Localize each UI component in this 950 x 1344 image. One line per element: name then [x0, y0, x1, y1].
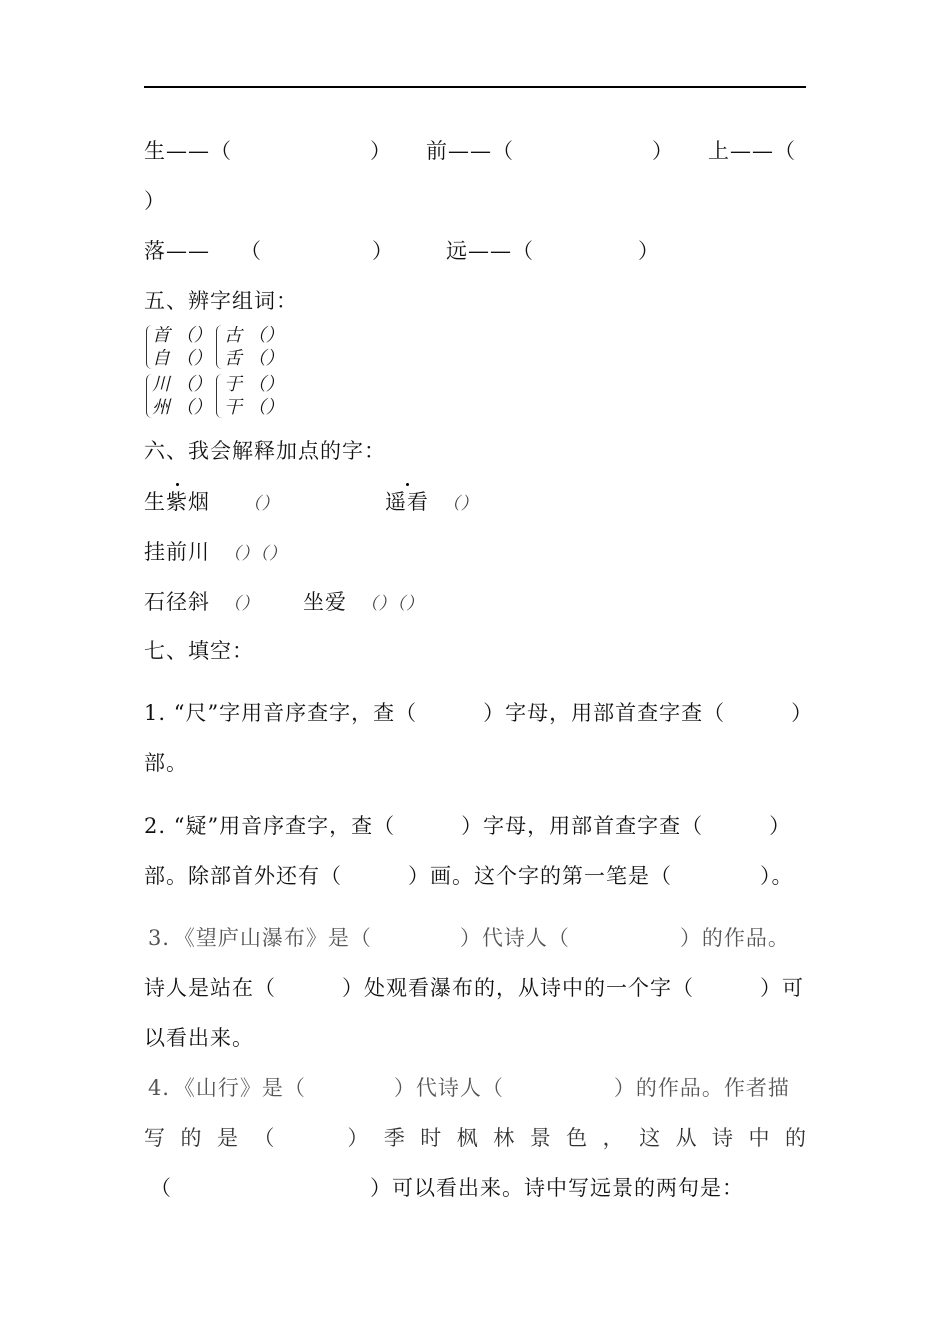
fill-item-4-line-1: 4．《山行》是（ ）代诗人（ ）的作品。作者描	[148, 1076, 790, 1100]
char: ）	[347, 1126, 369, 1150]
explain-item-4	[144, 589, 260, 617]
antonym-yuan: 远——（	[446, 239, 534, 263]
word: 遥看	[385, 490, 429, 514]
fill-item-1-line-2: 部。	[144, 751, 188, 775]
antonym-row-2	[144, 238, 660, 264]
fill-item-3-line-3: 以看出来。	[144, 1026, 254, 1050]
word: 坐爱	[303, 590, 347, 614]
blank: （）	[175, 348, 212, 369]
char: 季	[383, 1126, 405, 1150]
char: 景	[529, 1126, 551, 1150]
char: 自	[152, 348, 170, 369]
brace-2	[216, 325, 223, 369]
pair-3-a	[152, 374, 212, 396]
blank-close: ）	[370, 139, 392, 163]
char: 的	[180, 1126, 202, 1150]
blank: （）	[243, 494, 280, 514]
pair-2-a	[224, 325, 284, 347]
char: 州	[152, 397, 170, 418]
fill-item-4-line-3: （ ）可以看出来。诗中写远景的两句是：	[150, 1176, 744, 1200]
char: 中	[748, 1126, 770, 1150]
pair-3-b	[152, 397, 212, 419]
fill-item-2-line-2: 部。除部首外还有（ ）画。这个字的第一笔是（ ）。	[144, 864, 794, 888]
char: 诗	[712, 1126, 734, 1150]
char: 古	[224, 325, 242, 346]
char: 干	[224, 397, 242, 418]
antonym-luo: 落——	[144, 239, 210, 263]
char: 时	[420, 1126, 442, 1150]
antonym-row-1-wrap: ）	[144, 189, 166, 213]
pair-4-a	[224, 374, 284, 396]
blank: （）	[247, 374, 284, 395]
word: 挂前川	[144, 540, 210, 564]
fill-item-2-line-1: 2. “疑”用音序查字，查（ ）字母，用部首查字查（ ）	[144, 814, 792, 838]
char: 这	[639, 1126, 661, 1150]
section-6-heading: 六、我会解释加点的字：	[144, 439, 386, 463]
antonym-row-1	[144, 138, 796, 164]
char: 舌	[224, 348, 242, 369]
pair-4-b	[224, 397, 284, 419]
char: 写	[144, 1126, 165, 1150]
blank: （）	[442, 494, 479, 514]
explain-item-5	[303, 589, 424, 617]
antonym-qian: 前——（	[426, 139, 514, 163]
char: 首	[152, 325, 170, 346]
char: 从	[675, 1126, 697, 1150]
char: 枫	[456, 1126, 478, 1150]
blank-open: （	[240, 239, 262, 263]
fill-item-3-line-1: 3．《望庐山瀑布》是（ ）代诗人（ ）的作品。	[148, 926, 790, 950]
blank: （）	[175, 397, 212, 418]
brace-4	[216, 374, 223, 418]
fill-item-4-line-2	[144, 1125, 806, 1151]
pair-1-b	[152, 348, 212, 370]
blank: （）	[223, 594, 260, 614]
fill-item-1-line-1: 1. “尺”字用音序查字，查（ ）字母，用部首查字查（ ）	[144, 701, 814, 725]
blank-close: ）	[372, 239, 394, 263]
char: 色	[566, 1126, 588, 1150]
char: ，	[602, 1126, 624, 1150]
char	[290, 1125, 332, 1151]
blank: （）（）	[360, 594, 425, 614]
blank-close: ）	[652, 139, 674, 163]
word: 石径斜	[144, 590, 210, 614]
char: 林	[493, 1126, 515, 1150]
blank: （）	[247, 397, 284, 418]
explain-item-3	[144, 539, 287, 567]
header-rule	[144, 86, 806, 88]
explain-item-1	[144, 489, 280, 517]
blank: （）（）	[223, 544, 288, 564]
pair-2-b	[224, 348, 284, 370]
antonym-shang: 上——（	[708, 139, 796, 163]
char: （	[253, 1126, 275, 1150]
fill-item-3-line-2: 诗人是站在（ ）处观看瀑布的，从诗中的一个字（ ）可	[144, 976, 804, 1000]
dotted-word	[385, 489, 429, 515]
antonym-sheng: 生——（	[144, 139, 232, 163]
char: 川	[152, 374, 170, 395]
blank: （）	[175, 374, 212, 395]
section-7-heading: 七、填空：	[144, 639, 254, 663]
dotted-word	[144, 489, 210, 515]
char: 的	[784, 1126, 806, 1150]
blank: （）	[247, 348, 284, 369]
blank: （）	[175, 325, 212, 346]
word: 生紫烟	[144, 490, 210, 514]
explain-item-2	[385, 489, 479, 517]
section-5-heading: 五、辨字组词：	[144, 289, 298, 313]
blank-close: ）	[638, 239, 660, 263]
blank: （）	[247, 325, 284, 346]
pair-1-a	[152, 325, 212, 347]
char: 于	[224, 374, 242, 395]
char: 是	[216, 1126, 238, 1150]
